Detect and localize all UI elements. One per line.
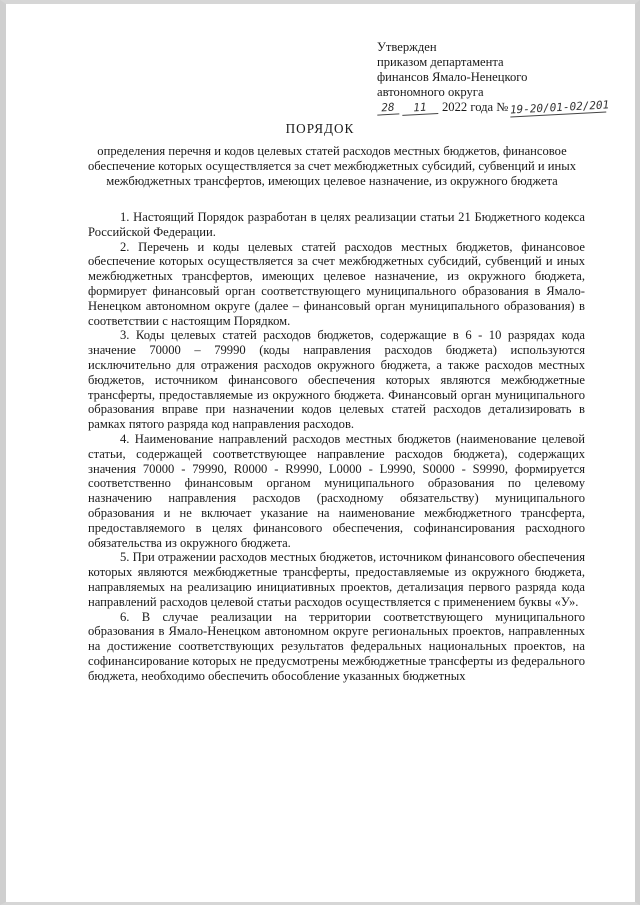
handwritten-day: 28 <box>377 101 400 115</box>
handwritten-order-number: 19-20/01-02/201 <box>509 98 610 117</box>
paragraph-1: 1. Настоящий Порядок разработан в целях реализации статьи 21 Бюджетного кодекса Российской Федерации. <box>88 210 585 239</box>
paragraph-3: 3. Коды целевых статей расходов бюджетов, содержащие в 6 - 10 разрядах кода значение 70000 – 79990 (коды направления расходов бюджета) используются исключительно для отражения расходов окружного бюджета, а также расходов местных бюджетов, источником финансового обеспечения которых являются межбюджетные трансферты, предоставляемые из окружного бюджета. Финансовый орган муниципального образования вправе при назначении кодов целевых статей расходов детализировать в рамках пятого разряда код направления расходов. <box>88 328 585 432</box>
approval-line-1: Утвержден <box>377 40 437 54</box>
paragraph-2: 2. Перечень и коды целевых статей расходов местных бюджетов, финансовое обеспечение которых осуществляется за счет межбюджетных субсидий, субвенций и иных межбюджетных трансфертов, имеющих целевое назначение, из окружного бюджета, формирует финансовый орган соответствующего муниципального образования в Ямало-Ненецком автономном округе (далее – финансовый орган муниципального образования) в соответствии с настоящим Порядком. <box>88 239 585 328</box>
approval-date-line <box>377 98 610 117</box>
document-title: ПОРЯДОК <box>285 121 355 136</box>
approval-year-text: 2022 года № <box>442 100 509 114</box>
document-subtitle: определения перечня и кодов целевых статей расходов местных бюджетов, финансовое обеспечение которых осуществляется за счет межбюджетных субсидий, субвенций и иных межбюджетных трансфертов, имеющих целевое назначение, из окружного бюджета <box>87 144 576 188</box>
document-body <box>88 210 585 684</box>
approval-line-4: автономного округа <box>377 85 484 99</box>
paragraph-6: 6. В случае реализации на территории соответствующего муниципального образования в Ямало-Ненецком автономном округе региональных проектов, направленных на достижение соответствующих результатов федеральных национальных проектов, на софинансирование которых не предусмотрены межбюджетные трансферты из федерального бюджета, необходимо обеспечить обособление указанных бюджетных <box>88 609 585 683</box>
approval-line-2: приказом департамента <box>377 55 504 69</box>
handwritten-month: 11 <box>402 101 439 116</box>
paragraph-4: 4. Наименование направлений расходов местных бюджетов (наименование целевой статьи, содержащей соответствующее направление расходов бюджета), содержащих значения 70000 - 79990, R0000 - R9990, L0000 - L9990, S0000 - S9990, формируется соответственно финансовым органом муниципального образования по целевому назначению направления расходов (расходному обязательству) муниципального образования и не включает указание на наименование межбюджетного трансферта, предоставляемого в целях финансового обеспечения, софинансирования расходного обязательства из окружного бюджета. <box>88 431 585 550</box>
approval-line-3: финансов Ямало-Ненецкого <box>377 70 528 84</box>
paragraph-5: 5. При отражении расходов местных бюджетов, источником финансового обеспечения которых являются межбюджетные трансферты, предоставляемые из окружного бюджета, направляемых на реализацию инициативных проектов, детализация первого разряда кода направлений расходов целевой статьи расходов осуществляется с применением буквы «У». <box>88 550 585 609</box>
approval-stamp <box>377 40 610 117</box>
